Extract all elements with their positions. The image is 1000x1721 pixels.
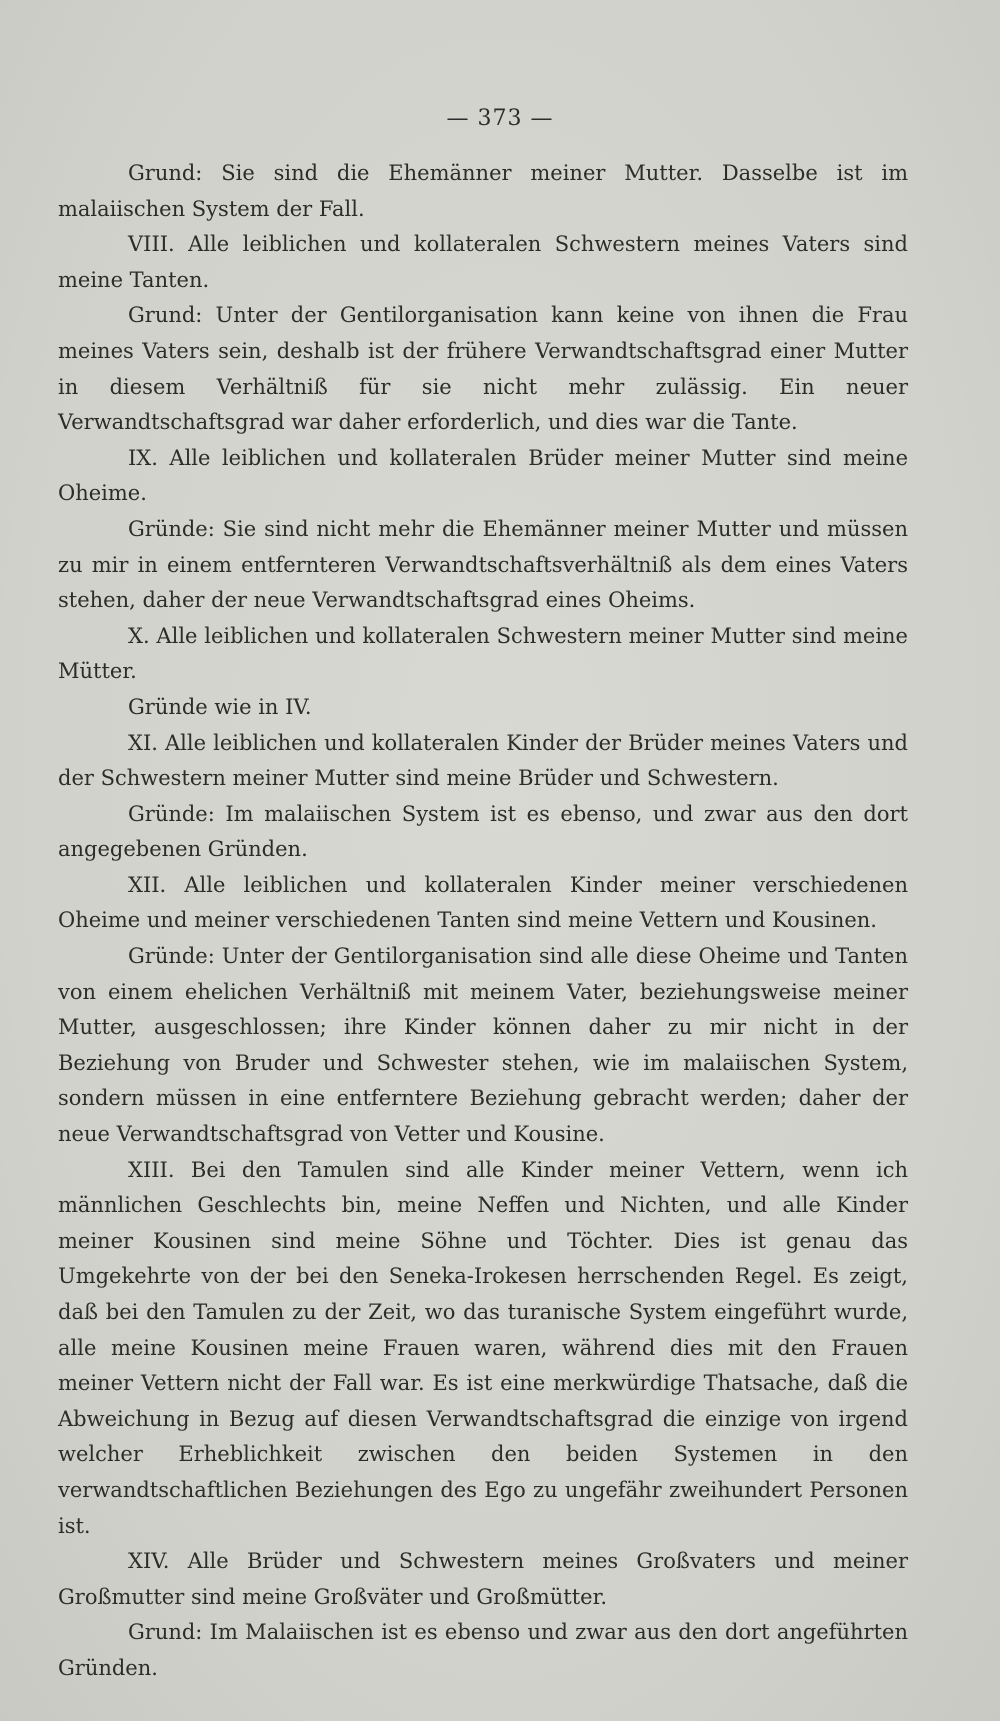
- page-number: — 373 —: [446, 106, 554, 131]
- paragraph: Grund: Im Malaiischen ist es ebenso und zwar aus den dort angeführten Gründen.: [58, 1620, 908, 1680]
- paragraph: XIII. Bei den Tamulen sind alle Kinder meiner Vettern, wenn ich männlichen Geschlechts bin, meine Neffen und Nichten, und alle Kinder meiner Kousinen sind meine Söhne und Töchter. Dies ist genau das Umgekehrte von der bei den Seneka-Irokesen herrschenden Regel. Es zeigt, daß bei den Tamulen zu der Zeit, wo das turanische System eingeführt wurde, alle meine Kousinen meine Frauen waren, während dies mit den Frauen meiner Vettern nicht der Fall war. Es ist eine merkwürdige Thatsache, daß die Abweichung in Bezug auf diesen Verwandtschaftsgrad die einzige von irgend welcher Erheblichkeit zwischen den beiden Systemen in den verwandtschaftlichen Beziehungen des Ego zu ungefähr zweihundert Personen ist.: [58, 1157, 908, 1538]
- paragraph: Gründe wie in IV.: [128, 694, 312, 719]
- paragraph: XIV. Alle Brüder und Schwestern meines Großvaters und meiner Großmutter sind meine Großväter und Großmütter.: [58, 1549, 908, 1609]
- paragraph: Gründe: Im malaiischen System ist es ebenso, und zwar aus den dort angegebenen Gründen.: [58, 801, 908, 862]
- paragraph: Gründe: Sie sind nicht mehr die Ehemänner meiner Mutter und müssen zu mir in einem entfernteren Verwandtschaftsverhältniß als dem eines Vaters stehen, daher der neue Verwandtschaftsgrad eines Oheims.: [58, 516, 908, 613]
- body-text: [58, 156, 908, 1687]
- paragraph: Grund: Sie sind die Ehemänner meiner Mutter. Dasselbe ist im malaiischen System der Fall.: [58, 161, 908, 221]
- paragraph: VIII. Alle leiblichen und kollateralen Schwestern meines Vaters sind meine Tanten.: [58, 232, 908, 292]
- paragraph: IX. Alle leiblichen und kollateralen Brüder meiner Mutter sind meine Oheime.: [58, 445, 908, 506]
- paragraph: XI. Alle leiblichen und kollateralen Kinder der Brüder meines Vaters und der Schwestern meiner Mutter sind meine Brüder und Schwestern.: [58, 730, 908, 791]
- paragraph: XII. Alle leiblichen und kollateralen Kinder meiner verschiedenen Oheime und meiner verschiedenen Tanten sind meine Vettern und Kousinen.: [58, 872, 908, 933]
- paragraph: X. Alle leiblichen und kollateralen Schwestern meiner Mutter sind meine Mütter.: [58, 623, 908, 684]
- paragraph: Gründe: Unter der Gentilorganisation sind alle diese Oheime und Tanten von einem ehelichen Verhältniß mit meinem Vater, beziehungsweise meiner Mutter, ausgeschlossen; ihre Kinder können daher zu mir nicht in der Beziehung von Bruder und Schwester stehen, wie im malaiischen System, sondern müssen in eine entferntere Beziehung gebracht werden; daher der neue Verwandtschaftsgrad von Vetter und Kousine.: [58, 944, 908, 1147]
- paragraph: Grund: Unter der Gentilorganisation kann keine von ihnen die Frau meines Vaters sein, deshalb ist der frühere Verwandtschaftsgrad einer Mutter in diesem Verhältniß für sie nicht mehr zulässig. Ein neuer Verwandtschaftsgrad war daher erforderlich, und dies war die Tante.: [58, 303, 908, 435]
